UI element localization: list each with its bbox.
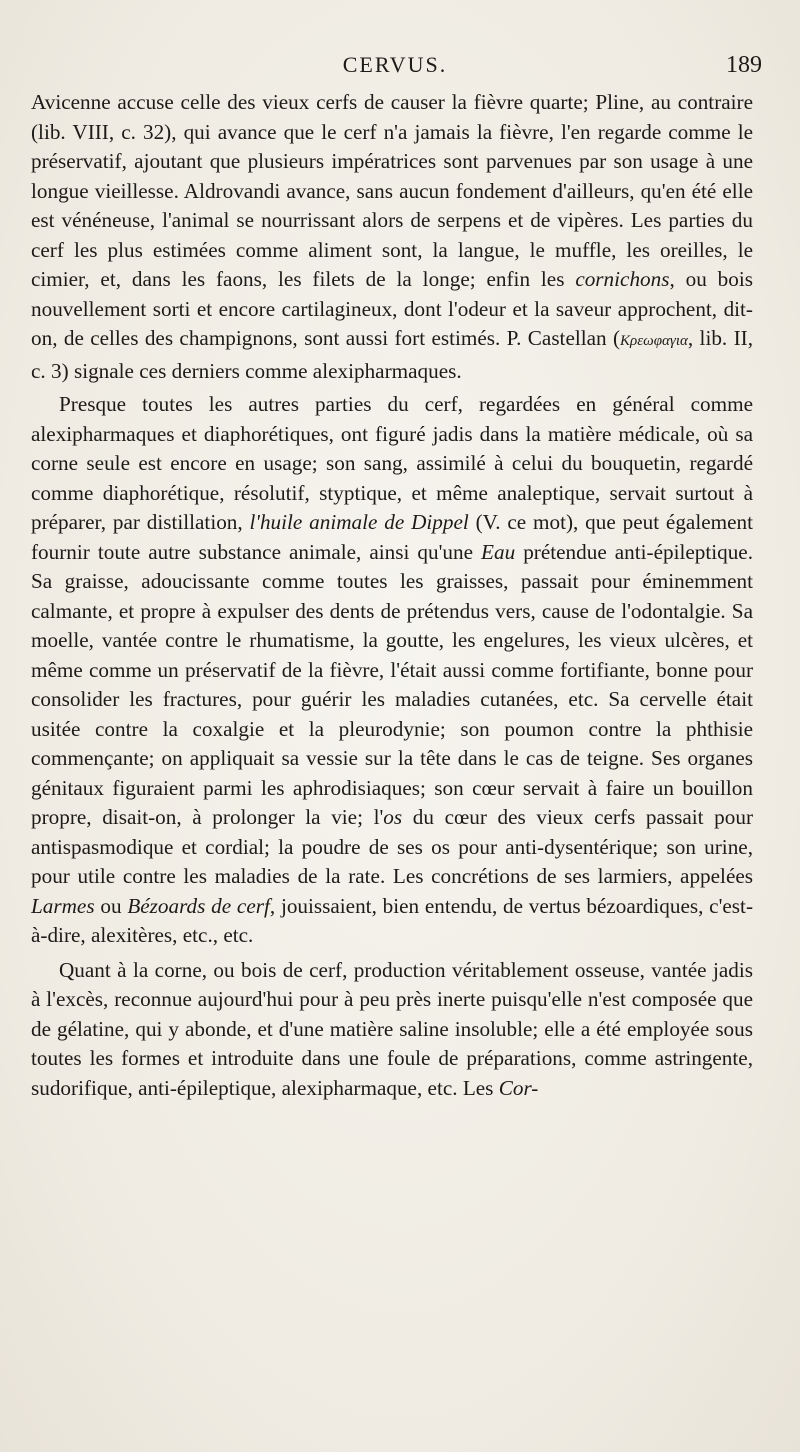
page-number: 189 [726,52,762,78]
page-header [30,52,760,86]
paragraph-1 [31,88,753,386]
text-segment: , lib. II, c. 3) signale ces derniers comme alexipharmaques. [31,326,753,383]
text-segment: du cœur des vieux cerfs passait pour antispasmodique et cordial; la poudre de ses os pour anti-dysentérique; son urine, pour utile contre les maladies de la rate. Les concrétions de ses larmiers, appelées [31,805,753,888]
text-segment: Quant à la corne, ou bois de cerf, production véritablement osseuse, vantée jadis à l'excès, reconnue aujourd'hui pour à peu près inerte puisqu'elle n'est composée que de gélatine, qui y abonde, et d'une matière saline insoluble; elle a été employée sous toutes les formes et introduite dans une foule de préparations, comme astringente, sudorifique, anti-épileptique, alexipharmaque, etc. Les [31,957,753,1100]
italic-term: Eau [481,539,516,564]
text-segment: Avicenne accuse celle des vieux cerfs de causer la fièvre quarte; Pline, au contraire (lib. VIII, c. 32), qui avance que le cerf n'a jamais la fièvre, l'en regarde comme le préservatif, ajoutant que plusieurs impératrices sont parvenues par son usage à une longue vieillesse. Aldrovandi avance, sans aucun fondement d'ailleurs, qu'en été elle est vénéneuse, l'animal se nourrissant alors de serpens et de vipères. Les parties du cerf les plus estimées comme aliment sont, la langue, le muffle, les oreilles, le cimier, et, dans les faons, les filets de la longe; enfin les [31,90,753,291]
italic-term: Bézoards de cerf [127,893,270,918]
running-title: CERVUS. [342,52,448,77]
text-segment: Presque toutes les autres parties du cerf, regardées en général comme alexipharmaques et diaphorétiques, ont figuré jadis dans la matière médicale, où sa corne seule est encore en usage; son sang, assimilé à celui du bouquetin, regardé comme diaphorétique, résolutif, styptique, et même analeptique, servait surtout à préparer, par distillation, [31,392,753,534]
paragraph-3 [31,956,753,1104]
text-segment: prétendue anti-épileptique. Sa graisse, adoucissante comme toutes les graisses, passait pour éminemment calmante, et propre à expulser des dents de prétendus vers, cause de l'odontalgie. Sa moelle, vantée contre le rhumatisme, la goutte, les engelures, les vieux ulcères, et même comme un préservatif de la fièvre, l'était aussi comme fortifiante, bonne pour consolider les fractures, pour guérir les maladies cutanées, etc. Sa cervelle était usitée contre la coxalgie et la pleurodynie; son poumon contre la phthisie commençante; on appliquait sa vessie sur la tête dans le cas de teigne. Ses organes génitaux figuraient parmi les aphrodisiaques; son cœur servait à faire un bouillon propre, disait-on, à prolonger la vie; l' [31,539,753,829]
text-segment: , jouissaient, bien entendu, de vertus bézoardiques, c'est-à-dire, alexitères, etc., etc. [31,893,753,947]
italic-term: Cor- [498,1075,539,1100]
italic-term: cornichons [575,267,670,291]
paragraph-2 [31,390,753,951]
italic-term: os [383,805,403,829]
greek-title: Κρεωφαγια [620,333,688,349]
italic-term: l'huile animale de Dippel [249,510,469,534]
italic-term: Larmes [31,893,95,918]
text-segment: ou [94,893,128,918]
text-segment: (V. ce mot), que peut également fournir toute autre substance animale, ainsi qu'une [31,510,753,564]
body-text [31,88,753,1103]
text-segment: , ou bois nouvellement sorti et encore cartilagineux, dont l'odeur et la saveur approchent, dit-on, de celles des champignons, sont aussi fort estimés. P. Castellan ( [31,267,754,350]
